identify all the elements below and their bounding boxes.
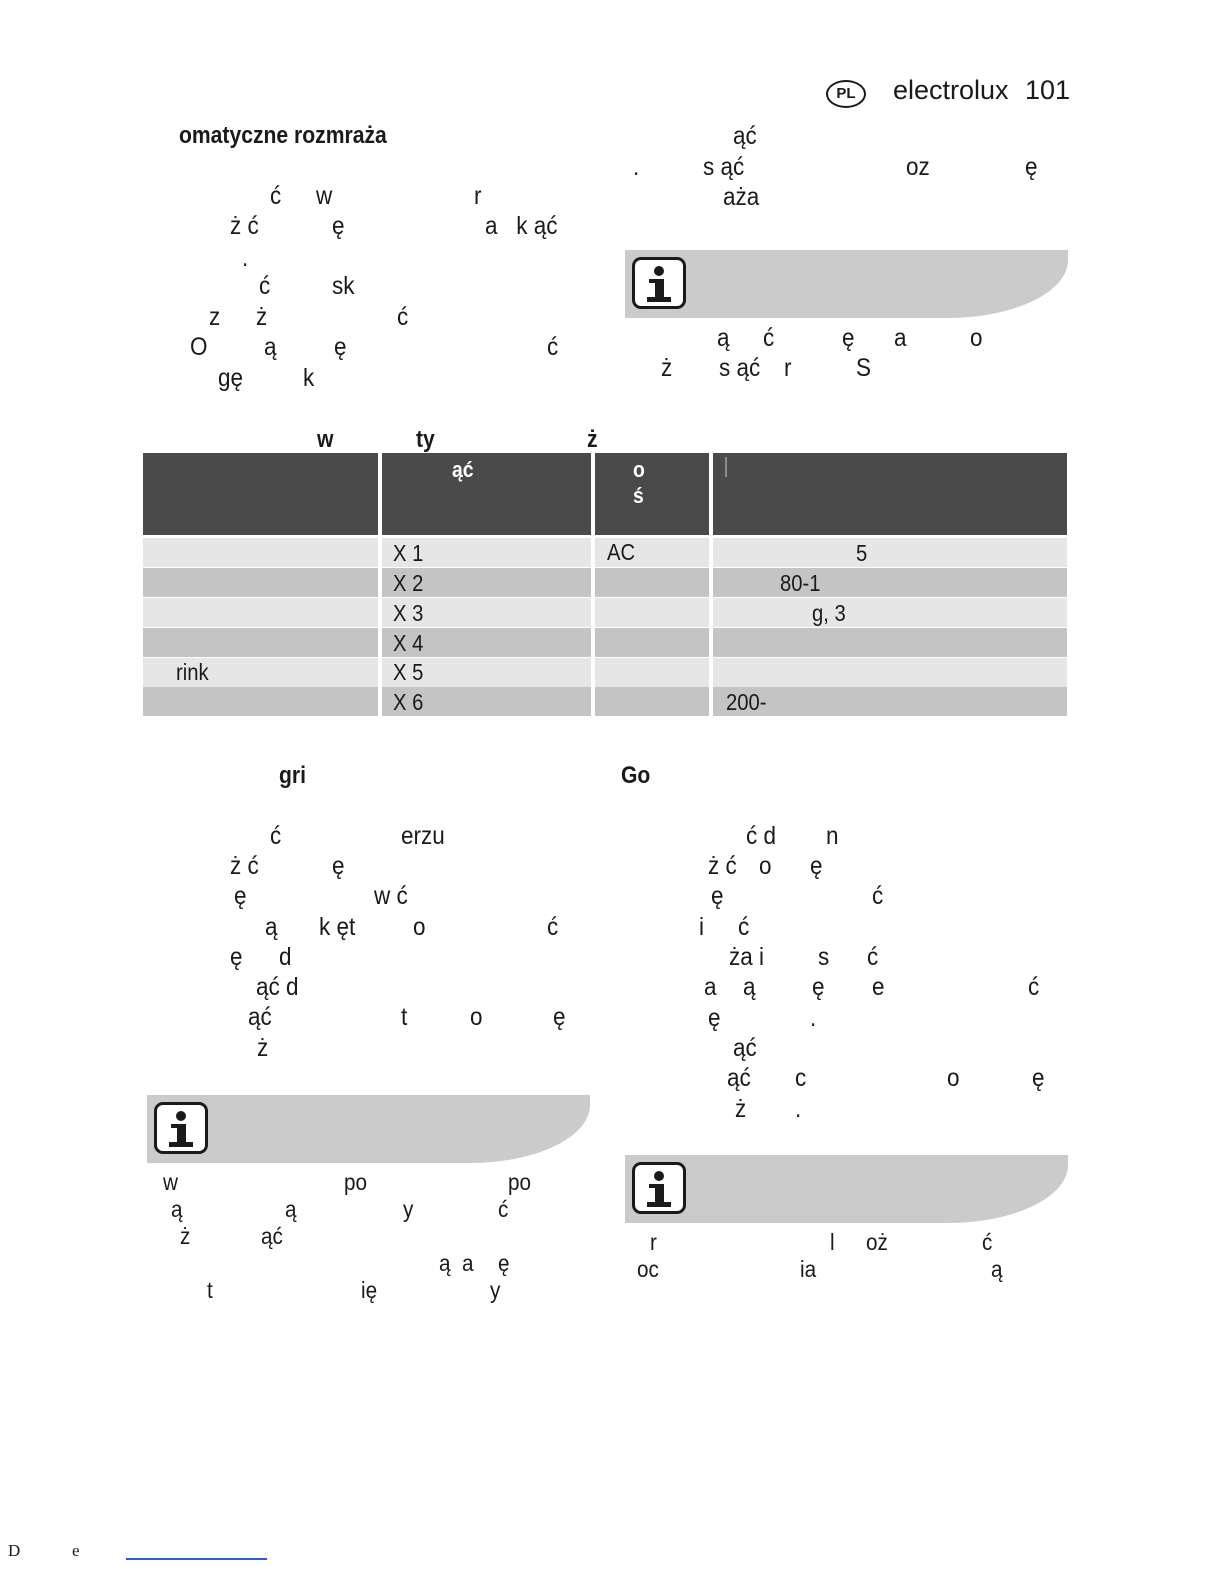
text-fragment: sk — [332, 272, 355, 300]
text-fragment: e — [872, 973, 885, 1001]
info-note-box — [625, 1155, 1068, 1223]
text-fragment: ę — [332, 212, 345, 240]
note-fragment: ą — [171, 1196, 183, 1222]
note-fragment: ę — [842, 324, 855, 352]
text-fragment: ć — [270, 822, 282, 850]
text-fragment: ż ć — [230, 852, 259, 880]
note-fragment: ę — [498, 1250, 510, 1276]
text-fragment: ą — [265, 913, 278, 941]
language-badge: PL — [826, 80, 866, 108]
text-fragment: ąć — [733, 1034, 757, 1062]
text-fragment: o — [947, 1064, 960, 1092]
table-header-cell: o ś — [595, 453, 709, 535]
text-fragment: ż ć — [708, 852, 737, 880]
table-cell: g, 3 — [812, 600, 846, 626]
text-fragment: ć d — [746, 822, 777, 850]
info-icon — [632, 257, 686, 309]
text-fragment: ą — [264, 333, 277, 361]
text-fragment: s — [818, 943, 830, 971]
note-fragment: r — [784, 354, 792, 382]
text-fragment: ć — [270, 182, 282, 210]
note-fragment: po — [344, 1169, 368, 1195]
text-fragment: ę — [332, 852, 345, 880]
text-fragment: o — [470, 1003, 483, 1031]
text-fragment: ż — [257, 1034, 269, 1062]
text-fragment: ąć — [727, 1064, 751, 1092]
text-fragment: ć — [1028, 973, 1040, 1001]
text-fragment: ć — [397, 303, 409, 331]
info-icon — [632, 1162, 686, 1214]
section-title-defrost: omatyczne rozmraża — [179, 122, 387, 149]
note-fragment: oc — [637, 1256, 659, 1282]
note-fragment: ą a — [439, 1250, 474, 1276]
info-icon — [154, 1102, 208, 1154]
text-fragment: ą — [743, 973, 756, 1001]
text-fragment: ę — [1032, 1064, 1045, 1092]
note-fragment: r — [650, 1229, 657, 1255]
text-fragment: ć — [547, 333, 559, 361]
text-fragment: ć — [738, 913, 750, 941]
brand-name: electrolux — [893, 75, 1009, 105]
text-fragment: z — [209, 303, 221, 331]
text-fragment: w ć — [374, 882, 408, 910]
note-fragment: ć — [498, 1196, 509, 1222]
note-fragment: oż — [866, 1229, 888, 1255]
table-cell: X 1 — [393, 540, 424, 566]
table-title-fragment: ty — [416, 426, 435, 453]
text-fragment: ć — [867, 943, 879, 971]
text-fragment: w — [316, 182, 333, 210]
table-row — [143, 568, 1067, 597]
note-fragment: ć — [763, 324, 775, 352]
note-fragment: t — [207, 1277, 213, 1303]
table-cell: 5 — [856, 540, 868, 566]
footer-text: e — [72, 1541, 80, 1560]
text-fragment: k ęt — [319, 913, 356, 941]
note-fragment: ą — [717, 324, 730, 352]
text-fragment: t — [401, 1003, 408, 1031]
table-cell: X 3 — [393, 600, 424, 626]
text-fragment: O — [190, 333, 208, 361]
note-fragment: ię — [361, 1277, 378, 1303]
text-fragment: ż ć — [230, 212, 259, 240]
text-fragment: gę — [218, 364, 244, 392]
section-title-go: Go — [621, 762, 651, 789]
table-title-fragment: ż — [587, 426, 598, 453]
text-fragment: . — [810, 1004, 817, 1032]
info-note-box — [147, 1095, 590, 1163]
text-fragment: ć — [259, 272, 271, 300]
table-row — [143, 598, 1067, 627]
table-row — [143, 538, 1067, 567]
text-fragment: ę — [708, 1004, 721, 1032]
note-fragment: w — [163, 1169, 178, 1195]
table-cell: X 6 — [393, 689, 424, 715]
text-fragment: o — [759, 852, 772, 880]
table-cell: X 2 — [393, 570, 424, 596]
note-fragment: l — [830, 1229, 835, 1255]
text-fragment: ż — [735, 1095, 747, 1123]
note-fragment: y — [490, 1277, 501, 1303]
note-fragment: ć — [982, 1229, 993, 1255]
text-fragment: ę — [812, 973, 825, 1001]
table-header-cell — [143, 453, 378, 535]
note-fragment: ąć — [261, 1223, 283, 1249]
text-fragment: ć — [547, 913, 559, 941]
table-row — [143, 658, 1067, 687]
table-cell: rink — [176, 659, 209, 685]
text-fragment: ąć — [248, 1003, 272, 1031]
text-fragment: . — [633, 153, 640, 181]
text-fragment: n — [826, 822, 839, 850]
table-cell: X 4 — [393, 630, 424, 656]
text-fragment: c — [795, 1064, 807, 1092]
text-fragment: r — [474, 182, 482, 210]
note-fragment: ia — [800, 1256, 817, 1282]
text-fragment: ąć d — [256, 973, 299, 1001]
text-fragment: ę — [553, 1003, 566, 1031]
text-fragment: i — [699, 913, 705, 941]
text-fragment: d — [279, 943, 292, 971]
note-fragment: S — [856, 354, 872, 382]
table-title-fragment: w — [317, 426, 334, 453]
text-fragment: ąć — [733, 122, 757, 150]
text-fragment: a — [704, 973, 717, 1001]
text-fragment: a k ąć — [485, 212, 558, 240]
note-fragment: s ąć — [719, 354, 761, 382]
text-fragment: ę — [1025, 153, 1038, 181]
text-fragment: . — [795, 1095, 802, 1123]
text-fragment: ę — [711, 882, 724, 910]
footer-link-underline[interactable] — [126, 1558, 267, 1560]
table-header-cell — [713, 453, 1067, 535]
note-fragment: ą — [991, 1256, 1003, 1282]
footer-text: D — [8, 1541, 21, 1560]
text-fragment: ę — [810, 852, 823, 880]
table-header-cell: ąć — [382, 453, 591, 535]
text-fragment: ża i — [729, 943, 765, 971]
table-row — [143, 628, 1067, 657]
table-cell: AC — [607, 539, 636, 565]
table-cell: X 5 — [393, 659, 424, 685]
note-fragment: ą — [285, 1196, 297, 1222]
text-fragment: oz — [906, 153, 930, 181]
text-fragment: k — [303, 364, 315, 392]
text-fragment: ę — [334, 333, 347, 361]
table-cell: 80-1 — [780, 570, 821, 596]
section-title-grill: gri — [279, 762, 306, 789]
text-fragment: o — [413, 913, 426, 941]
note-fragment: o — [970, 324, 983, 352]
text-fragment: . — [242, 244, 249, 272]
text-fragment: aża — [723, 183, 760, 211]
note-fragment: ż — [661, 354, 673, 382]
note-fragment: a — [894, 324, 907, 352]
text-fragment: s ąć — [703, 153, 745, 181]
note-fragment: ż — [180, 1223, 191, 1249]
table-row — [143, 687, 1067, 716]
table-cell: 200- — [726, 689, 767, 715]
note-fragment: y — [403, 1196, 414, 1222]
text-fragment: ż — [256, 303, 268, 331]
page-number: 101 — [1025, 75, 1071, 105]
info-note-box — [625, 250, 1068, 318]
text-fragment: ć — [872, 882, 884, 910]
text-fragment: ę — [234, 882, 247, 910]
text-fragment: ę — [230, 943, 243, 971]
text-fragment: erzu — [401, 822, 445, 850]
note-fragment: po — [508, 1169, 532, 1195]
